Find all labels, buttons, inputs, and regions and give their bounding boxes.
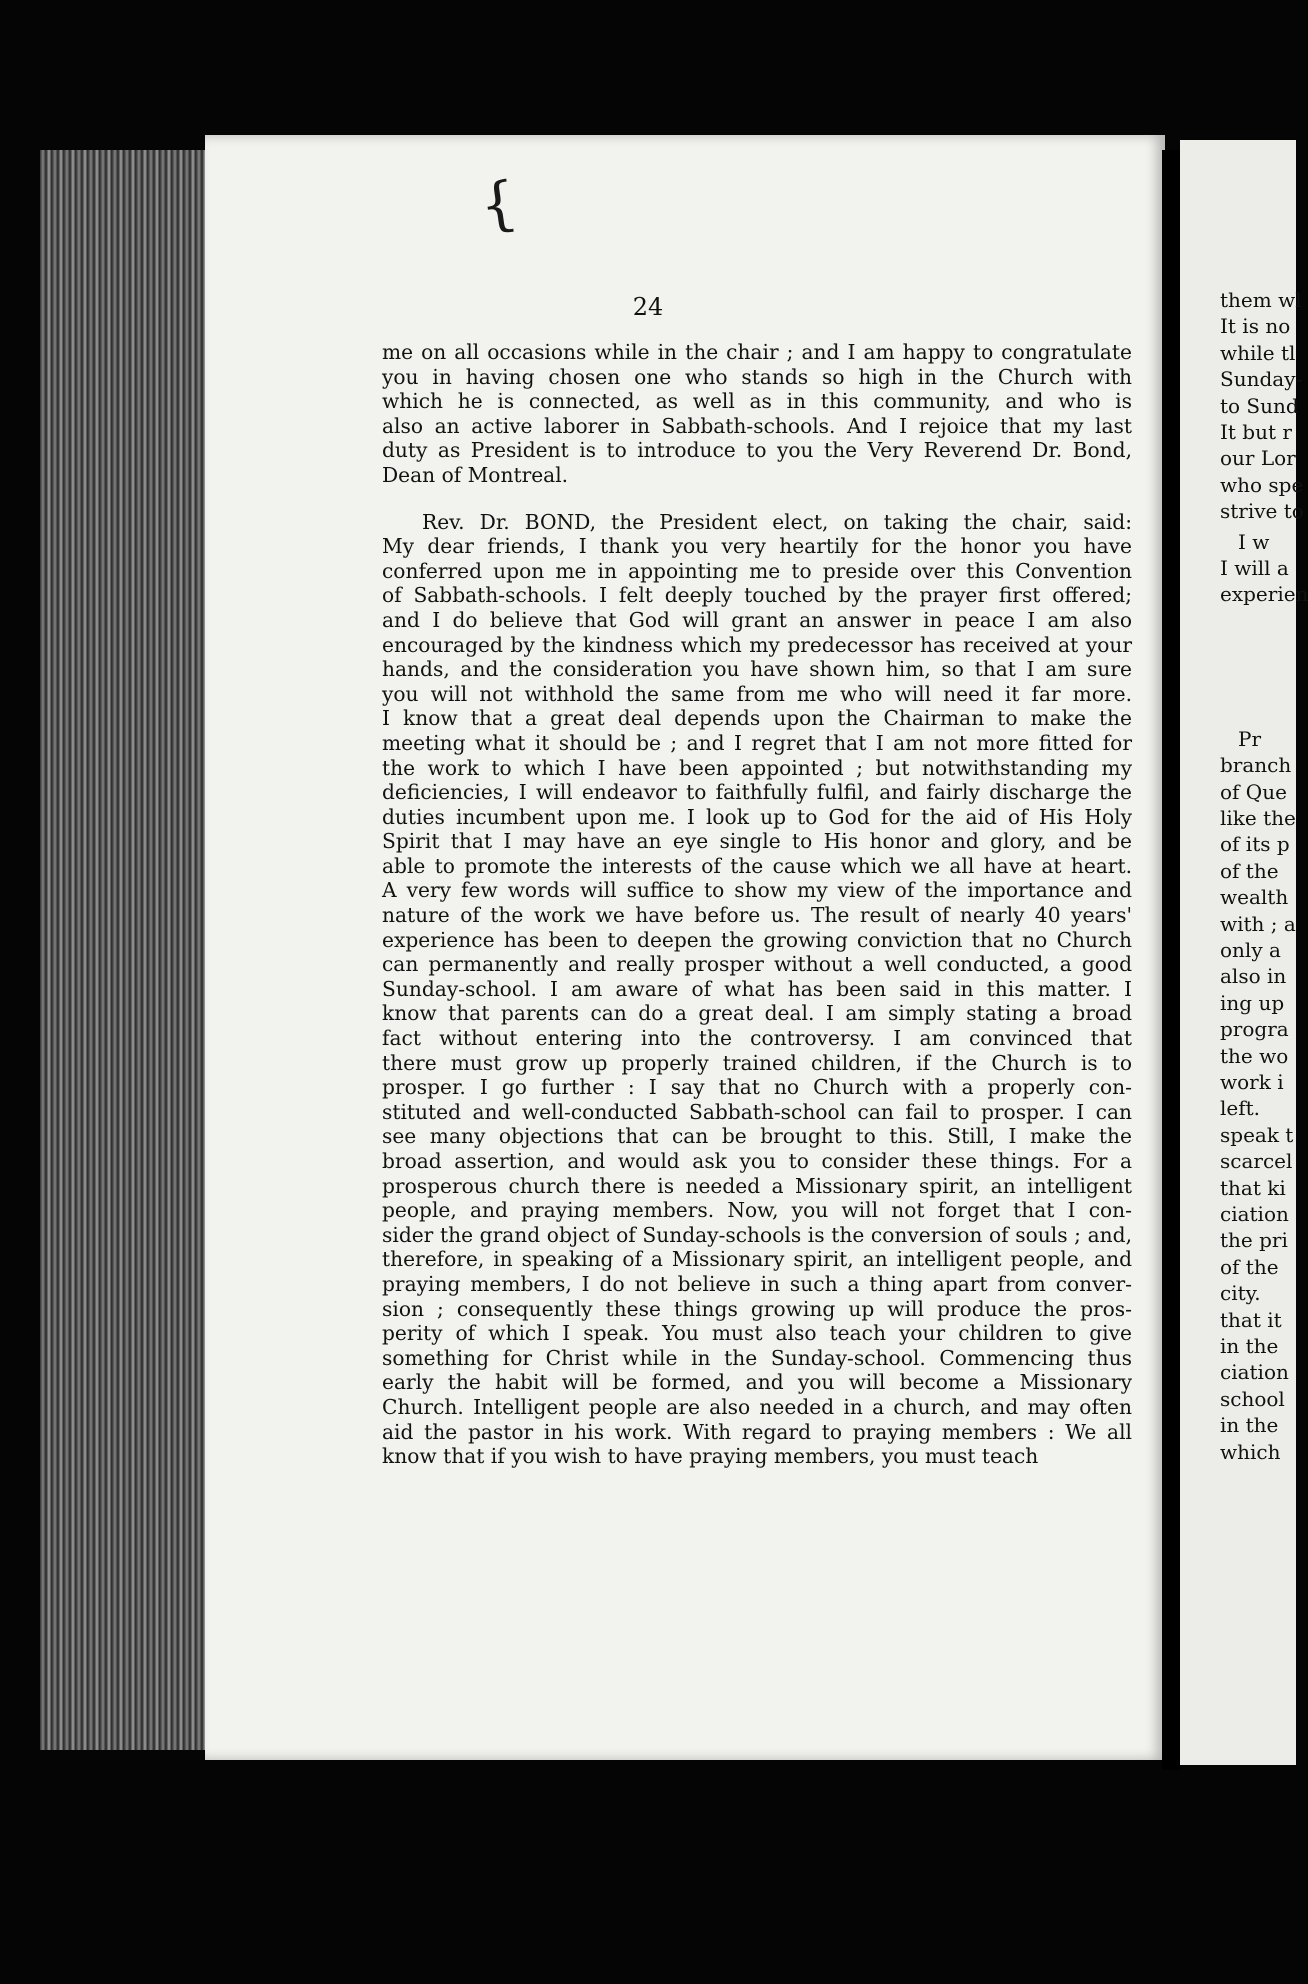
- facing-page-line: the pri: [1220, 1228, 1288, 1253]
- text-line: deficiencies, I will endeavor to faithfully fulfil, and fairly discharge the: [382, 780, 1132, 805]
- text-line: prosper. I go further : I say that no Church with a properly con-: [382, 1075, 1132, 1100]
- text-line: encouraged by the kindness which my predecessor has received at your: [382, 632, 1132, 657]
- facing-page-line: left.: [1220, 1096, 1261, 1121]
- text-line: conferred upon me in appointing me to preside over this Convention: [382, 558, 1132, 583]
- facing-page-line: ciation: [1220, 1202, 1289, 1226]
- facing-page-line: of the: [1220, 858, 1279, 883]
- text-line: fact without entering into the controversy. I am convinced that: [382, 1026, 1132, 1051]
- facing-page-line: of its p: [1220, 832, 1290, 857]
- facing-page-line: I w: [1238, 529, 1270, 554]
- text-line: the work to which I have been appointed ; but notwithstanding my: [382, 755, 1132, 780]
- paragraphs: [382, 340, 1132, 1469]
- text-line: Dean of Montreal.: [382, 462, 569, 487]
- pencil-mark: {: [475, 167, 522, 241]
- text-line: of Sabbath-schools. I felt deeply touched by the prayer first offered;: [382, 583, 1132, 608]
- facing-page-line: only a: [1220, 938, 1281, 962]
- text-line: prosperous church there is needed a Missionary spirit, an intelligent: [382, 1173, 1132, 1198]
- facing-page-line: which: [1220, 1439, 1281, 1464]
- facing-page-line: ciation: [1220, 1360, 1289, 1385]
- text-line: Spirit that I may have an eye single to His honor and glory, and be: [382, 829, 1132, 854]
- text-line: know that parents can do a great deal. I am simply stating a broad: [382, 1001, 1132, 1026]
- facing-page-line: wealth: [1220, 885, 1289, 910]
- facing-page-line: of the: [1220, 1254, 1279, 1279]
- facing-page-line: city.: [1220, 1281, 1261, 1306]
- text-line: duties incumbent upon me. I look up to God for the aid of His Holy: [382, 804, 1132, 829]
- text-line: Church. Intelligent people are also needed in a church, and may often: [382, 1394, 1132, 1419]
- facing-page-line: that ki: [1220, 1175, 1286, 1200]
- text-line: nature of the work we have before us. The result of nearly 40 years': [382, 903, 1132, 928]
- text-line: you will not withhold the same from me who will need it far more.: [382, 681, 1132, 706]
- body-text: [382, 340, 1132, 1469]
- facing-page-line: also in: [1220, 964, 1287, 989]
- facing-page-line: our Lor: [1220, 446, 1296, 471]
- facing-page-line: of Que: [1220, 779, 1287, 804]
- facing-page-line: ing up: [1220, 990, 1285, 1015]
- facing-page-line: who spe: [1220, 472, 1304, 497]
- text-line: something for Christ while in the Sunday-school. Commencing thus: [382, 1345, 1132, 1370]
- text-line: and I do believe that God will grant an answer in peace I am also: [382, 607, 1132, 632]
- facing-page-line: that it: [1220, 1307, 1282, 1332]
- text-line: perity of which I speak. You must also teach your children to give: [382, 1321, 1132, 1346]
- text-line: can permanently and really prosper without a well conducted, a good: [382, 952, 1132, 977]
- facing-page-line: branch: [1220, 753, 1292, 778]
- text-line: Sunday-school. I am aware of what has been said in this matter. I: [382, 976, 1132, 1001]
- facing-page-line: in the: [1220, 1334, 1279, 1358]
- text-line: aid the pastor in his work. With regard to praying members : We all: [382, 1419, 1132, 1444]
- text-line: able to promote the interests of the cause which we all have at heart.: [382, 853, 1132, 878]
- text-line: My dear friends, I thank you very heartily for the honor you have: [382, 534, 1132, 559]
- facing-page-line: I will a: [1220, 556, 1289, 580]
- book-gutter: [1162, 150, 1180, 1770]
- facing-page-line: strive to: [1220, 499, 1304, 524]
- facing-page-line: progra: [1220, 1017, 1289, 1042]
- facing-page-line: school: [1220, 1386, 1285, 1411]
- facing-page-line: work i: [1220, 1070, 1284, 1094]
- text-line: people, and praying members. Now, you will not forget that I con-: [382, 1198, 1132, 1223]
- text-line: sion ; consequently these things growing up will produce the pros-: [382, 1296, 1132, 1321]
- facing-page-line: to Sund: [1220, 393, 1299, 418]
- text-line: A very few words will suffice to show my view of the importance and: [382, 878, 1132, 903]
- text-line: stituted and well-conducted Sabbath-school can fail to prosper. I can: [382, 1099, 1132, 1124]
- paragraph-gap: [382, 488, 1132, 510]
- text-line: which he is connected, as well as in this community, and who is: [382, 389, 1132, 414]
- facing-page-line: Sunday-: [1220, 367, 1303, 392]
- text-line: me on all occasions while in the chair ; and I am happy to congratulate: [382, 340, 1132, 364]
- facing-page-line: It is no: [1220, 314, 1291, 339]
- text-line: Rev. Dr. BOND, the President elect, on taking the chair, said:: [422, 509, 1132, 534]
- facing-page-line: them wl: [1220, 288, 1302, 312]
- facing-page-line: with ; a: [1220, 911, 1296, 936]
- facing-page-line: experien: [1220, 582, 1308, 607]
- paragraph: [382, 340, 1132, 488]
- text-line: praying members, I do not believe in such a thing apart from conver-: [382, 1271, 1132, 1296]
- text-line: I know that a great deal depends upon the Chairman to make the: [382, 706, 1132, 731]
- text-line: also an active laborer in Sabbath-schools. And I rejoice that my last: [382, 413, 1132, 438]
- paragraph: [382, 510, 1132, 1469]
- text-line: you in having chosen one who stands so high in the Church with: [382, 364, 1132, 389]
- facing-page-line: while tl: [1220, 340, 1296, 365]
- page-number: 24: [632, 293, 664, 321]
- text-line: early the habit will be formed, and you will become a Missionary: [382, 1370, 1132, 1395]
- text-line: see many objections that can be brought to this. Still, I make the: [382, 1124, 1132, 1149]
- text-line: therefore, in speaking of a Missionary spirit, an intelligent people, and: [382, 1247, 1132, 1272]
- text-line: experience has been to deepen the growing conviction that no Church: [382, 927, 1132, 952]
- facing-page-line: It but r: [1220, 420, 1292, 444]
- text-line: broad assertion, and would ask you to consider these things. For a: [382, 1149, 1132, 1173]
- facing-page-fragment: [1180, 140, 1308, 1765]
- text-line: duty as President is to introduce to you the Very Reverend Dr. Bond,: [382, 438, 1132, 463]
- facing-page-line: Pr: [1238, 726, 1262, 751]
- facing-page-line: speak t: [1220, 1122, 1294, 1147]
- text-line: there must grow up properly trained children, if the Church is to: [382, 1050, 1132, 1075]
- text-line: know that if you wish to have praying members, you must teach: [382, 1444, 1039, 1469]
- facing-page-line: the wo: [1220, 1043, 1289, 1068]
- text-line: meeting what it should be ; and I regret that I am not more fitted for: [382, 730, 1132, 755]
- facing-page-line: scarcel: [1220, 1149, 1293, 1174]
- facing-page-line: in the: [1220, 1413, 1279, 1438]
- text-line: sider the grand object of Sunday-schools is the conversion of souls ; and,: [382, 1222, 1132, 1247]
- book-page-edges: [40, 150, 210, 1750]
- text-line: hands, and the consideration you have shown him, so that I am sure: [382, 657, 1132, 682]
- facing-page-line: like the: [1220, 806, 1296, 830]
